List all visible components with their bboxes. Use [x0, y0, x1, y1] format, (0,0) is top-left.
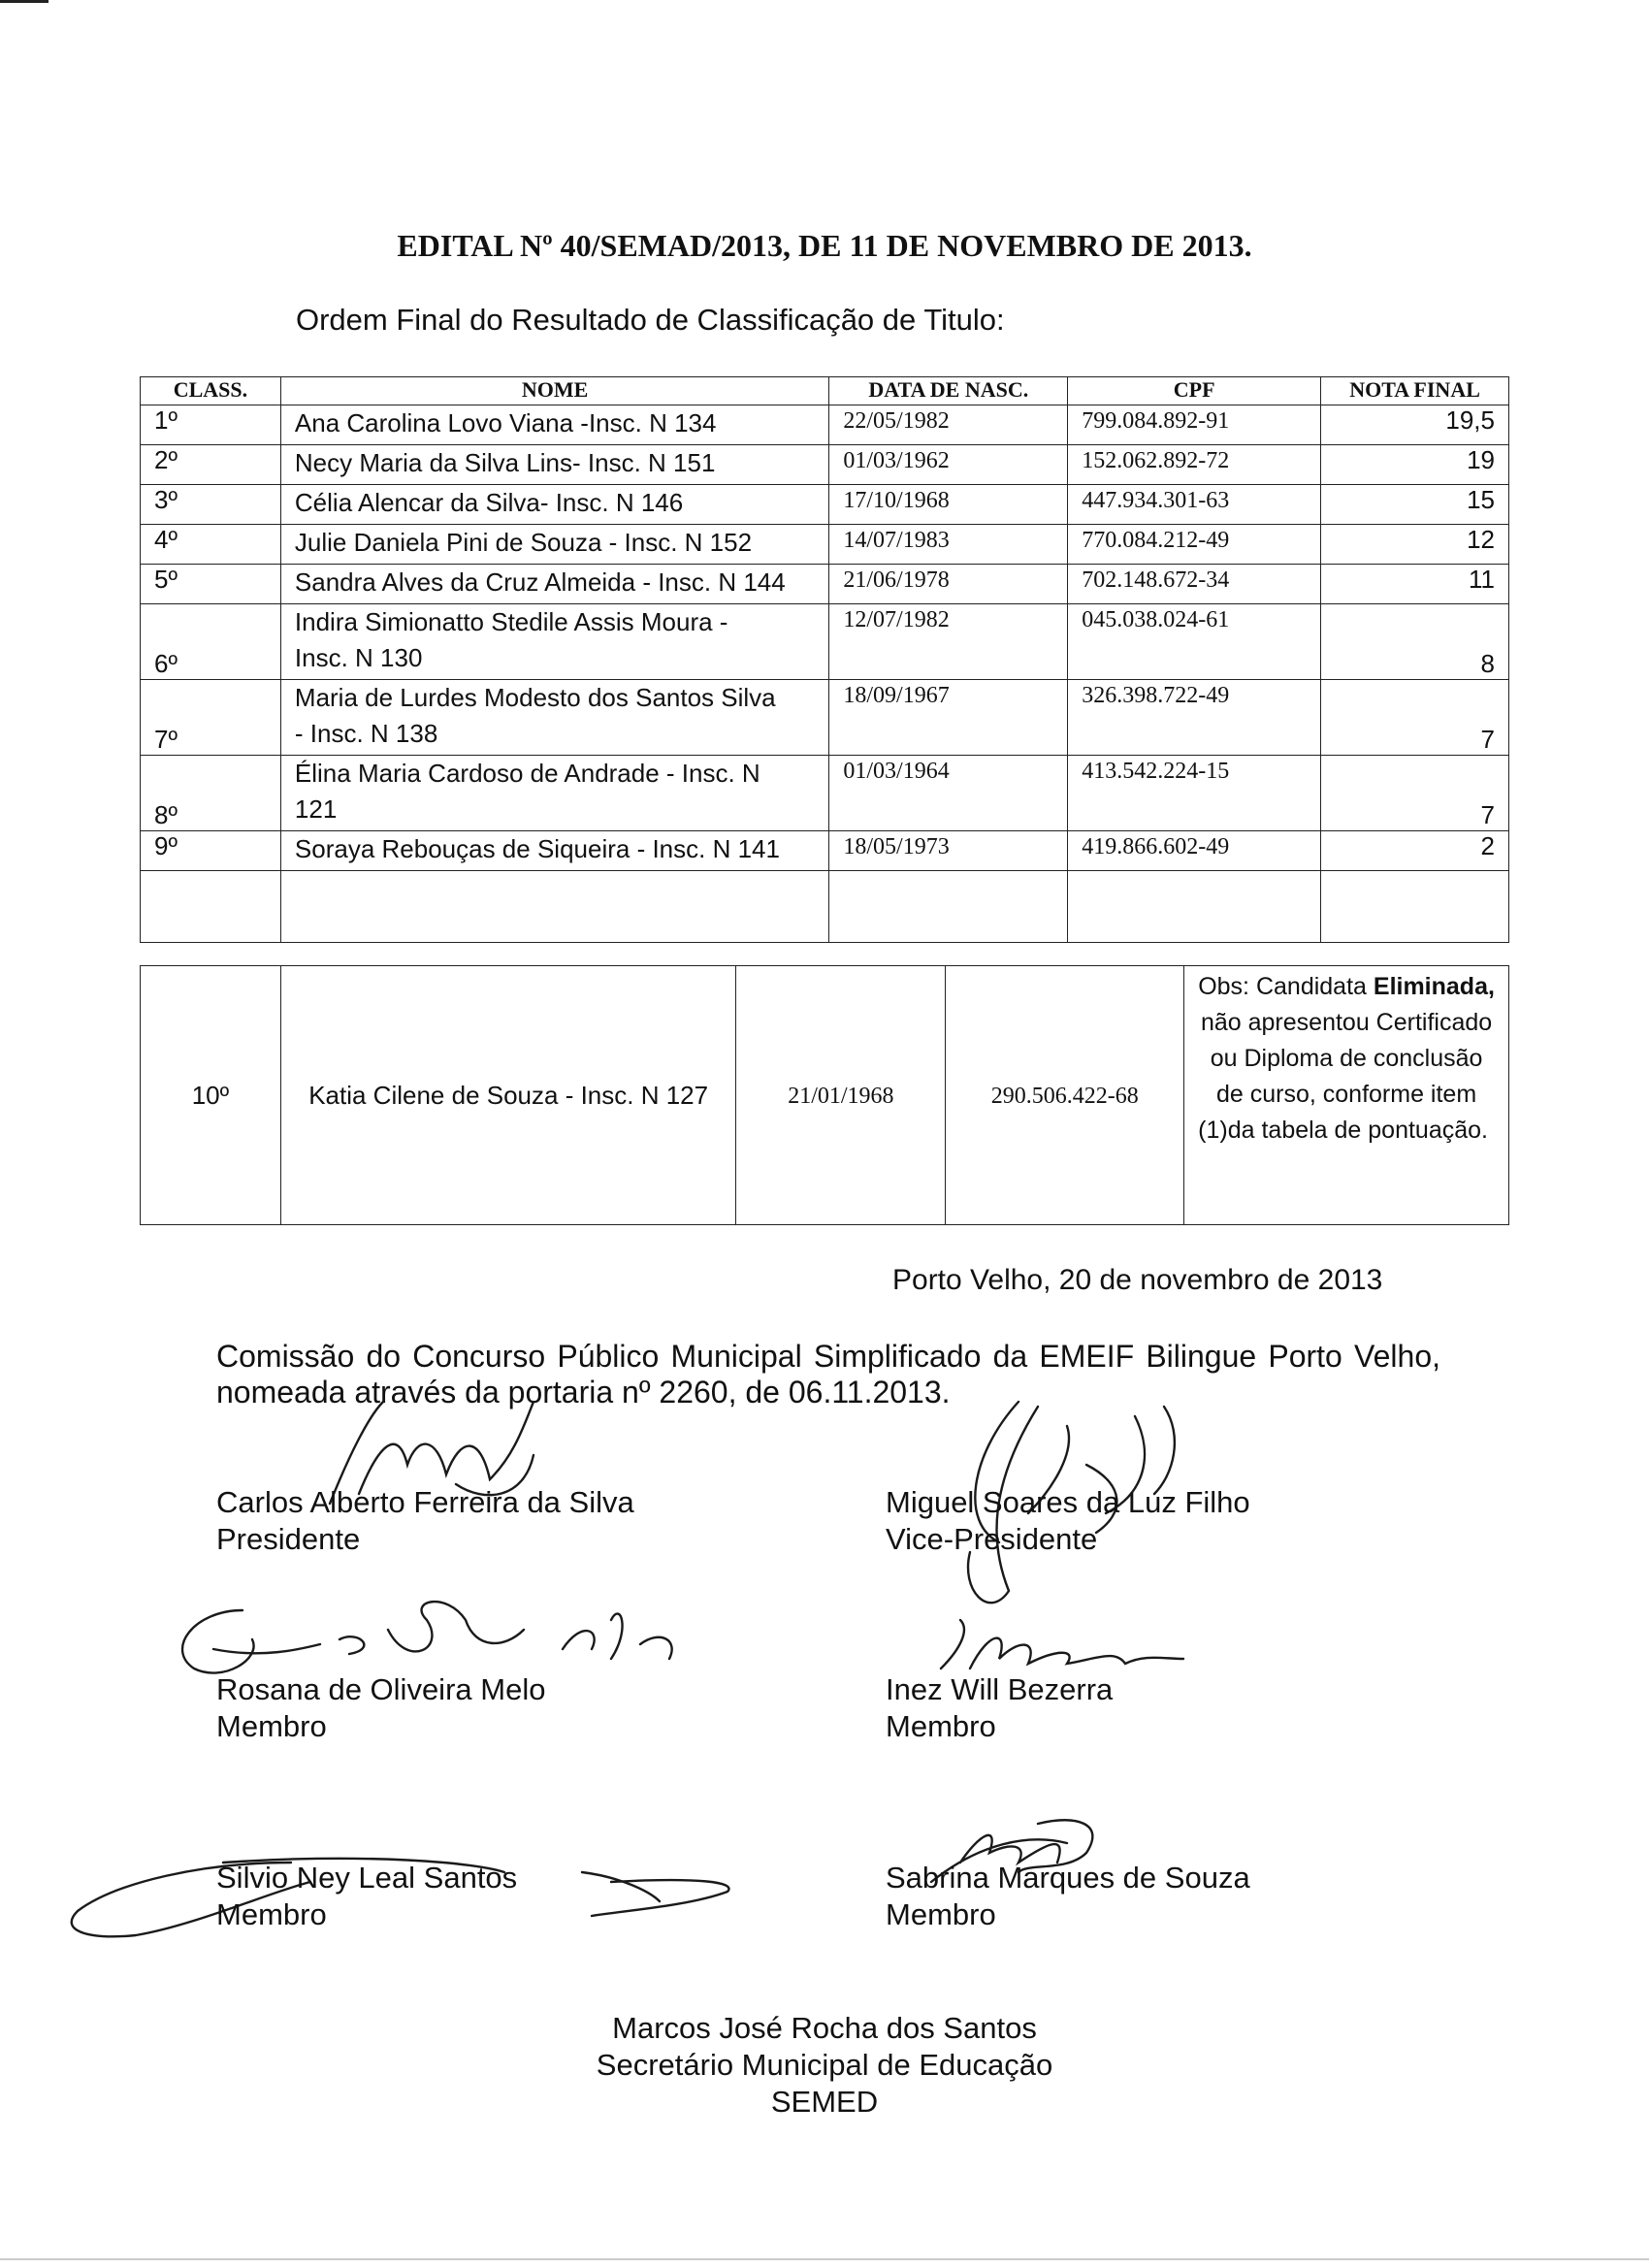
empty-cell — [1068, 871, 1321, 943]
classification-table — [140, 376, 1509, 943]
name-cell: Ana Carolina Lovo Viana -Insc. N 134 — [280, 405, 828, 445]
name-line-1: Élina Maria Cardoso de Andrade - Insc. N — [294, 759, 760, 788]
name-cell — [280, 756, 828, 831]
secretary-org: SEMED — [770, 2085, 879, 2119]
empty-cell — [280, 871, 828, 943]
name-cell: Sandra Alves da Cruz Almeida - Insc. N 144 — [280, 565, 828, 604]
signatory-role: Membro — [216, 1897, 327, 1931]
eliminated-candidate-table — [140, 965, 1509, 1225]
table-row — [141, 485, 1509, 525]
signature-block — [216, 1484, 634, 1558]
signatory-name: Sabrina Marques de Souza — [886, 1861, 1250, 1895]
birthdate-cell: 12/07/1982 — [829, 604, 1068, 680]
secretary-name: Marcos José Rocha dos Santos — [612, 2011, 1037, 2045]
name-line-2: Insc. N 130 — [294, 643, 423, 672]
scan-edge-mark — [0, 0, 48, 3]
score-cell: 19,5 — [1321, 405, 1509, 445]
header-birthdate: DATA DE NASC. — [829, 377, 1068, 405]
score-cell: 7 — [1321, 680, 1509, 756]
table-row — [141, 680, 1509, 756]
eliminated-observation-cell — [1184, 966, 1509, 1225]
birthdate-cell: 17/10/1968 — [829, 485, 1068, 525]
signature-block — [216, 1860, 517, 1933]
class-cell: 6º — [141, 604, 281, 680]
secretary-block — [0, 2010, 1649, 2121]
commission-statement: Comissão do Concurso Público Municipal Simplificado da EMEIF Bilingue Porto Velho, nomeada através da portaria nº 2260, de 06.11.2013. — [216, 1339, 1440, 1409]
document-title: EDITAL Nº 40/SEMAD/2013, DE 11 DE NOVEMBRO DE 2013. — [397, 228, 1252, 263]
signatory-name: Silvio Ney Leal Santos — [216, 1861, 518, 1895]
signature-block — [886, 1860, 1250, 1933]
empty-cell — [829, 871, 1068, 943]
header-cpf: CPF — [1068, 377, 1321, 405]
name-line-1: Maria de Lurdes Modesto dos Santos Silva — [294, 683, 776, 712]
signature-block — [216, 1671, 545, 1745]
signatory-role: Membro — [216, 1709, 327, 1743]
name-cell: Soraya Rebouças de Siqueira - Insc. N 141 — [280, 831, 828, 871]
class-cell: 3º — [141, 485, 281, 525]
score-cell: 11 — [1321, 565, 1509, 604]
eliminated-name-cell: Katia Cilene de Souza - Insc. N 127 — [280, 966, 736, 1225]
score-cell: 15 — [1321, 485, 1509, 525]
empty-cell — [141, 871, 281, 943]
cpf-cell: 702.148.672-34 — [1068, 565, 1321, 604]
score-cell: 12 — [1321, 525, 1509, 565]
score-cell: 19 — [1321, 445, 1509, 485]
table-row — [141, 565, 1509, 604]
class-cell: 9º — [141, 831, 281, 871]
table-row — [141, 525, 1509, 565]
name-cell: Julie Daniela Pini de Souza - Insc. N 152 — [280, 525, 828, 565]
class-cell: 8º — [141, 756, 281, 831]
signatory-name: Rosana de Oliveira Melo — [216, 1672, 546, 1706]
eliminated-row — [141, 966, 1509, 1225]
obs-label: Obs: — [1198, 973, 1249, 1000]
table-header-row — [141, 377, 1509, 405]
signature-block — [886, 1671, 1113, 1745]
class-cell: 2º — [141, 445, 281, 485]
eliminated-cpf-cell: 290.506.422-68 — [946, 966, 1184, 1225]
birthdate-cell: 01/03/1962 — [829, 445, 1068, 485]
birthdate-cell: 18/05/1973 — [829, 831, 1068, 871]
obs-text: não apresentou Certificado ou Diploma de conclusão de curso, conforme item (1)da tabela de pontuação. — [1198, 1009, 1493, 1144]
birthdate-cell: 21/06/1978 — [829, 565, 1068, 604]
birthdate-cell: 01/03/1964 — [829, 756, 1068, 831]
signatory-name: Miguel Soares da Luz Filho — [886, 1485, 1250, 1519]
table-row — [141, 831, 1509, 871]
eliminated-birthdate-cell: 21/01/1968 — [736, 966, 946, 1225]
cpf-cell: 419.866.602-49 — [1068, 831, 1321, 871]
header-class: CLASS. — [141, 377, 281, 405]
cpf-cell: 770.084.212-49 — [1068, 525, 1321, 565]
cpf-cell: 045.038.024-61 — [1068, 604, 1321, 680]
secretary-title: Secretário Municipal de Educação — [596, 2048, 1053, 2082]
eliminated-class-cell: 10º — [141, 966, 281, 1225]
name-line-1: Indira Simionatto Stedile Assis Moura - — [294, 607, 728, 636]
name-cell — [280, 604, 828, 680]
class-cell: 7º — [141, 680, 281, 756]
name-line-2: - Insc. N 138 — [294, 719, 438, 748]
signatory-role: Membro — [886, 1897, 996, 1931]
name-cell: Célia Alencar da Silva- Insc. N 146 — [280, 485, 828, 525]
header-final-score: NOTA FINAL — [1321, 377, 1509, 405]
table-row — [141, 756, 1509, 831]
empty-table-row — [141, 871, 1509, 943]
empty-cell — [1321, 871, 1509, 943]
signature-block — [886, 1484, 1250, 1558]
score-cell: 8 — [1321, 604, 1509, 680]
birthdate-cell: 14/07/1983 — [829, 525, 1068, 565]
birthdate-cell: 22/05/1982 — [829, 405, 1068, 445]
name-cell — [280, 680, 828, 756]
table-row — [141, 405, 1509, 445]
header-name: NOME — [280, 377, 828, 405]
signatory-role: Membro — [886, 1709, 996, 1743]
cpf-cell: 152.062.892-72 — [1068, 445, 1321, 485]
cpf-cell: 413.542.224-15 — [1068, 756, 1321, 831]
score-cell: 7 — [1321, 756, 1509, 831]
birthdate-cell: 18/09/1967 — [829, 680, 1068, 756]
signatory-name: Inez Will Bezerra — [886, 1672, 1114, 1706]
table-row — [141, 604, 1509, 680]
class-cell: 1º — [141, 405, 281, 445]
document-subtitle: Ordem Final do Resultado de Classificação de Titulo: — [296, 303, 1005, 337]
score-cell: 2 — [1321, 831, 1509, 871]
table-row — [141, 445, 1509, 485]
place-and-date: Porto Velho, 20 de novembro de 2013 — [892, 1264, 1383, 1296]
signatory-role: Presidente — [216, 1522, 361, 1556]
cpf-cell: 326.398.722-49 — [1068, 680, 1321, 756]
class-cell: 4º — [141, 525, 281, 565]
name-cell: Necy Maria da Silva Lins- Insc. N 151 — [280, 445, 828, 485]
signatory-role: Vice-Presidente — [886, 1522, 1098, 1556]
name-line-2: 121 — [294, 794, 338, 824]
cpf-cell: 447.934.301-63 — [1068, 485, 1321, 525]
signatory-name: Carlos Alberto Ferreira da Silva — [216, 1485, 634, 1519]
scan-bottom-edge — [0, 2258, 1649, 2260]
cpf-cell: 799.084.892-91 — [1068, 405, 1321, 445]
obs-eliminated-bold: Eliminada, — [1373, 973, 1495, 1000]
obs-word: Candidata — [1255, 973, 1367, 1000]
class-cell: 5º — [141, 565, 281, 604]
